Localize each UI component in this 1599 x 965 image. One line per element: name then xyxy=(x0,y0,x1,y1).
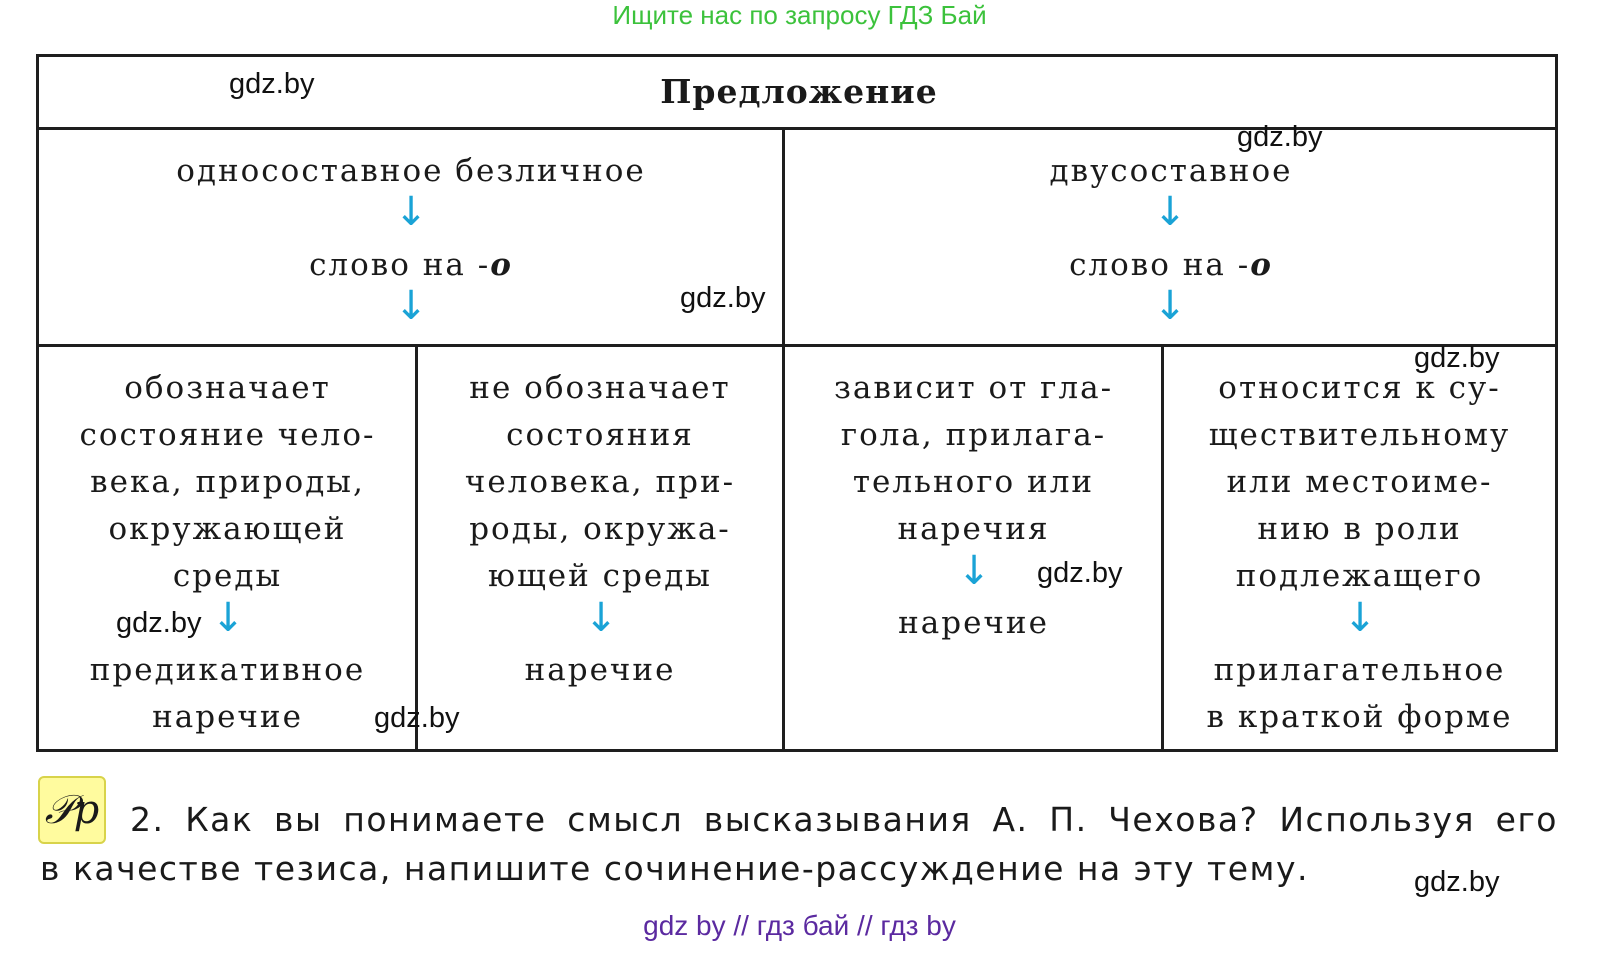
cell-1-result xyxy=(40,647,415,741)
cell-3-result xyxy=(786,600,1161,647)
task-line-1 xyxy=(40,795,1558,844)
cell-3-text xyxy=(786,365,1161,553)
left-word xyxy=(40,242,782,289)
right-word xyxy=(786,242,1556,289)
cell-4-line: или местоиме- xyxy=(1226,464,1493,500)
cell-2-line: человека, при- xyxy=(464,464,736,500)
cell-2-line: не обозначает xyxy=(469,370,731,406)
cell-3-line: гола, прилага- xyxy=(840,417,1107,453)
right-word-text: слово на - xyxy=(1069,247,1251,283)
table-title: Предложение xyxy=(660,72,938,111)
cell-1-line: обозначает xyxy=(124,370,331,406)
table-border-middle xyxy=(36,344,1558,347)
watermark: gdz.by xyxy=(116,607,202,639)
left-word-ending: о xyxy=(490,247,513,283)
cell-2-text xyxy=(418,365,782,600)
cell-2-result xyxy=(418,647,782,694)
watermark: gdz.by xyxy=(1237,121,1323,153)
watermark: gdz.by xyxy=(1414,342,1500,374)
cell-4-result-line: в краткой форме xyxy=(1206,699,1513,735)
cell-4-line: подлежащего xyxy=(1235,558,1484,594)
cell-1-line: состояние чело- xyxy=(79,417,376,453)
cell-1-result-line: наречие xyxy=(152,699,303,735)
arrow-down-icon: ↓ xyxy=(584,595,618,641)
cell-4-line: ществительному xyxy=(1208,417,1511,453)
arrow-down-icon: ↓ xyxy=(957,548,991,594)
arrow-down-icon: ↓ xyxy=(1153,189,1187,235)
cell-2-line: состояния xyxy=(506,417,694,453)
watermark: gdz.by xyxy=(1037,557,1123,589)
cell-4-text xyxy=(1164,365,1555,600)
cell-2-line: роды, окружа- xyxy=(469,511,731,547)
table-border-title xyxy=(36,127,1558,130)
cell-4-result-line: прилагательное xyxy=(1213,652,1506,688)
cell-4-result xyxy=(1164,647,1555,741)
cell-4-line: относится к су- xyxy=(1218,370,1501,406)
cell-1-result-line: предикативное xyxy=(89,652,366,688)
cell-4-line: нию в роли xyxy=(1257,511,1462,547)
watermark: gdz.by xyxy=(229,68,315,100)
table-border-left xyxy=(36,54,39,752)
table-divider-center xyxy=(782,127,785,752)
cell-3-line: зависит от гла- xyxy=(833,370,1114,406)
watermark: gdz.by xyxy=(680,282,766,314)
arrow-down-icon: ↓ xyxy=(394,189,428,235)
task-line-1-text: 2. Как вы понимаете смысл высказывания А. П. Чехова? Используя его xyxy=(130,800,1558,839)
cell-3-line: наречия xyxy=(897,511,1050,547)
right-header: двусоставное xyxy=(1049,153,1293,189)
top-banner: Ищите нас по запросу ГДЗ Бай xyxy=(612,0,987,30)
speech-task-icon: 𝒫p xyxy=(38,776,106,844)
watermark: gdz.by xyxy=(1414,866,1500,898)
task-line-2: в качестве тезиса, напишите сочинение-рассуждение на эту тему. xyxy=(40,849,1309,888)
cell-2-result-line: наречие xyxy=(524,652,676,688)
right-word-ending: о xyxy=(1250,247,1273,283)
left-header: односоставное безличное xyxy=(176,153,646,189)
table-border-bottom xyxy=(36,749,1558,752)
watermark: gdz.by xyxy=(374,702,460,734)
task-text xyxy=(40,795,1558,893)
arrow-down-icon: ↓ xyxy=(394,283,428,329)
cell-2-line: ющей среды xyxy=(488,558,712,594)
cell-1-line: окружающей xyxy=(108,511,347,547)
cell-1-line: среды xyxy=(172,558,283,594)
arrow-down-icon: ↓ xyxy=(1153,283,1187,329)
cell-3-line: тельного или xyxy=(852,464,1095,500)
arrow-down-icon: ↓ xyxy=(1343,595,1377,641)
table-border-top xyxy=(36,54,1558,57)
cell-1-line: века, природы, xyxy=(90,464,365,500)
left-word-text: слово на - xyxy=(309,247,491,283)
cell-3-result-line: наречие xyxy=(898,605,1049,641)
arrow-down-icon: ↓ xyxy=(211,595,245,641)
footer-links: gdz by // гдз бай // гдз by xyxy=(643,910,956,941)
cell-1-text xyxy=(40,365,415,600)
